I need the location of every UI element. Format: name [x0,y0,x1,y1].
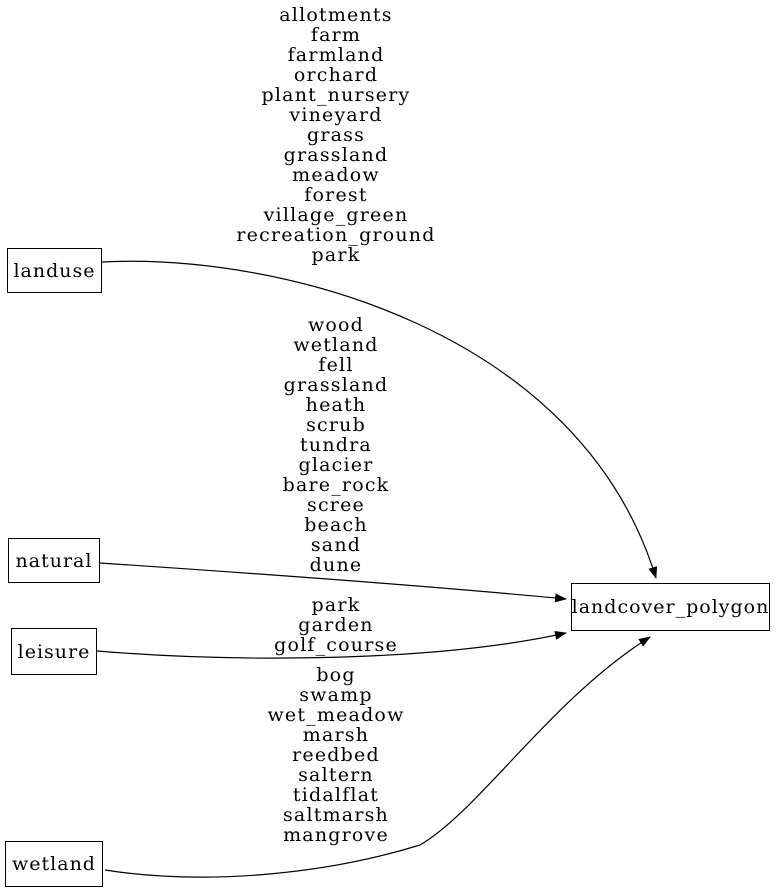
edge-label-line: recreation_ground [236,224,436,246]
edge-label-line: allotments [279,4,393,26]
edge-label-line: fell [318,354,354,376]
edge-label-line: farmland [287,44,385,66]
edge-label-line: marsh [302,724,370,746]
node-wetland [5,841,103,887]
edge-label-line: tidalflat [292,784,380,806]
edge-label-line: meadow [292,164,380,186]
edge-labels-landuse [176,5,496,265]
node-natural-label: natural [15,549,93,572]
edge-label-line: mangrove [283,824,389,846]
edge-label-line: wood [307,314,365,336]
edge-label-line: bog [316,664,356,686]
edge-labels-natural [176,315,496,575]
node-landcover-polygon-label: landcover_polygon [571,596,770,618]
edge-label-line: dune [309,554,363,576]
edge-label-line: scrub [306,414,366,436]
edge-label-line: heath [305,394,367,416]
edge-label-line: saltern [298,764,374,786]
edge-label-line: bare_rock [282,474,390,496]
node-wetland-label: wetland [12,853,96,875]
edge-label-line: park [311,594,361,616]
edge-labels-wetland [176,665,496,845]
edge-label-line: golf_course [274,634,398,656]
edge-label-line: grass [306,124,366,146]
edge-label-line: plant_nursery [261,84,411,106]
edge-label-line: vineyard [289,104,383,126]
node-leisure-label: leisure [17,640,91,663]
edge-label-line: sand [310,534,362,556]
edge-labels-leisure [176,595,496,655]
edge-label-line: wetland [293,334,379,356]
edge-label-line: wet_meadow [267,704,405,726]
edge-label-line: forest [304,184,368,206]
edge-label-line: grassland [283,144,389,166]
edge-label-line: orchard [293,64,379,86]
edge-label-line: beach [304,514,368,536]
edge-label-line: grassland [283,374,389,396]
edge-label-line: village_green [263,204,409,226]
edge-label-line: park [311,244,361,266]
edge-label-line: saltmarsh [282,804,389,826]
edge-label-line: reedbed [292,744,380,766]
edge-label-line: farm [310,24,362,46]
edge-label-line: swamp [299,684,373,706]
node-landuse [7,248,102,293]
node-landcover-polygon [571,583,770,631]
edge-label-line: glacier [298,454,374,476]
edge-label-line: tundra [300,434,372,456]
edge-label-line: garden [298,614,374,636]
node-natural [8,538,100,583]
node-leisure [11,628,97,675]
edge-label-line: scree [307,494,365,516]
node-landuse-label: landuse [13,259,96,282]
